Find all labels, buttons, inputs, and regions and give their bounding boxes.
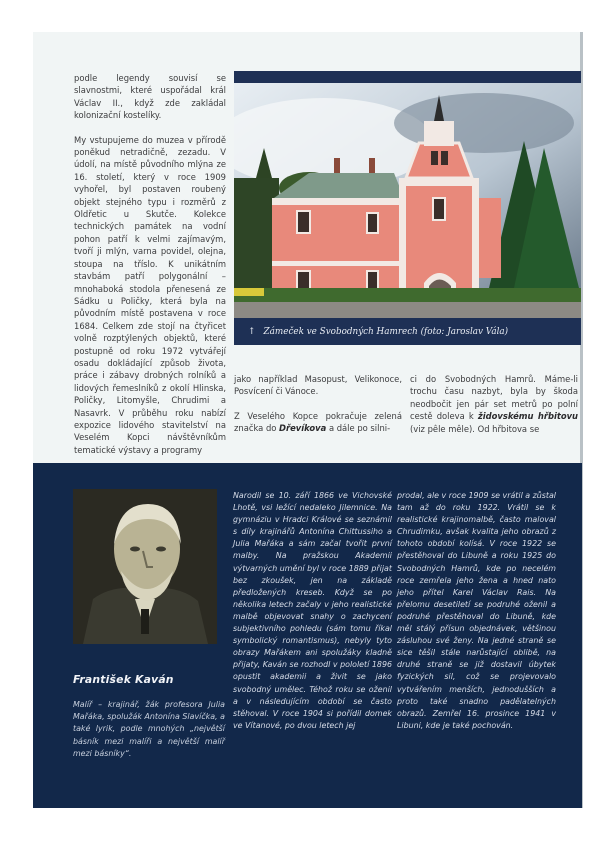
text-run: Z Veselého Kopce pokračuje zelená značka do: [234, 410, 402, 434]
paragraph: [234, 410, 402, 435]
text-run: (viz pêle mêle). Od hřbitova se: [410, 423, 540, 434]
article-column-right: [410, 373, 578, 445]
text-run: a dále po silni-: [326, 423, 391, 434]
paragraph: [410, 373, 578, 435]
paragraph: jako například Masopust, Velikonoce, Posvícení či Vánoce.: [234, 374, 402, 397]
chateau-illustration: [234, 83, 581, 318]
chateau-photo: [234, 83, 581, 318]
paragraph: podle legendy souvisí se slavnostmi, které uspořádal král Václav II., když zde zakládal kolonizační kostelíky.: [74, 73, 226, 121]
place-name-drevikov: Dřevíkova: [279, 423, 327, 434]
photo-caption: [234, 318, 581, 345]
photo-caption-text: Zámeček ve Svobodných Hamrech (foto: Jaroslav Vála): [263, 326, 509, 337]
portrait-photo: [73, 489, 217, 644]
article-column-left: [74, 72, 226, 466]
artist-summary: Malíř – krajinář, žák profesora Julia Mařáka, spolužák Antonína Slavíčka, a také lyrik, podle mnohých „největší básník mezi malíři a největší malíř mezi básníky“.: [73, 700, 225, 758]
paragraph: My vstupujeme do muzea v přírodě poněkud netradičně, zezadu. V údolí, na místě původního mlýna ze 16. století, který v roce 1909 vyhořel, byl postaven roubený objekt stejného typu i rozměrů z Oldřetic u Skutče. Kolekce technických památek na vodní pohon patří k velmi zajímavým, tvoří ji mlýn, varna povidel, olejna, stoupa na tříslo. K unikátním stavbám patří polygonální – mnohaboká stodola přenesená ze Sádku u Poličky, která byla na původním místě postavena v roce 1684. Celkem zde stojí na čtyřicet volně rozptýlených objektů, které postupně od roku 1972 vytvářejí osadu dokládající způsob života, práce i zábavy drobných rolníků a lidových řemeslníků z okolí Hlinska, Poličky, Litomyšle, Chrudimi a Nasavrk. V průběhu roku nabízí expozice lidového stavitelství na Veselém Kopci návštěvníkům tematické výstavy a programy: [74, 134, 226, 455]
article-column-middle: [234, 373, 402, 445]
biography-column-1: Narodil se 10. září 1866 ve Vichovské Lhotě, vsi ležící nedaleko Jilemnice. Na gymnáziu v Hradci Králové se seznámil s díly krajinářů Antonína Chittussiho a Julia Mařáka a sám začal tvořit první malby. Na pražskou Akademii výtvarných umění byl v roce 1889 přijat bez zkoušek, jen na základě předložených kreseb. Když se po několika letech začaly v jeho realistické malbě objevovat snahy o zachycení subjektivního pohledu (sám tomu říkal symbolický romantismus), nebyly tyto obrazy Mařákem ani spolužáky kladně přijaty, Kaván se rozhodl v pololetí 1896 opustit akademii a živit se jako svobodný umělec. Téhož roku se oženil a v následujícím období se často stěhoval. V roce 1904 si pořídil domek ve Vítanové, po dvou letech jej: [233, 491, 392, 730]
arrow-up-icon: ↑: [248, 326, 256, 337]
biography-column-2: prodal, ale v roce 1909 se vrátil a zůstal tam až do roku 1922. Vrátil se k realistické krajinomalbě, často maloval Chrudimku, avšak kvalita jeho obrazů z tohoto období kolísá. V roce 1922 se přestěhoval do Libuně a roku 1925 do Svobodných Hamrů, kde po necelém roce zemřela jeho žena a hned nato jeho přítel Karel Václav Rais. Na přelomu desetiletí se podruhé oženil a podruhé přestěhoval do Libuně, kde měl stálý přísun objednávek, většinou zásluhou své ženy. Na jedné straně se sice těšil stále narůstající oblibě, na druhé straně se již dostavil úbytek fyzických sil, což se projevovalo vytvářením menších, jednodušších a proto také snadno padělatelných obrazů. Zemřel 16. prosince 1941 v Libuni, kde je také pochován.: [397, 491, 556, 730]
artist-name: František Kaván: [73, 673, 174, 686]
photo-top-band: [234, 71, 581, 83]
place-name-jewish-cemetery: židovskému hřbitovu: [477, 411, 578, 422]
portrait-illustration: [73, 489, 217, 644]
text-run: ci do Svobodných Hamrů. Máme-li trochu času nazbyt, byla by škoda neodbočit jen pár set metrů po polní cestě doleva k: [410, 374, 578, 422]
